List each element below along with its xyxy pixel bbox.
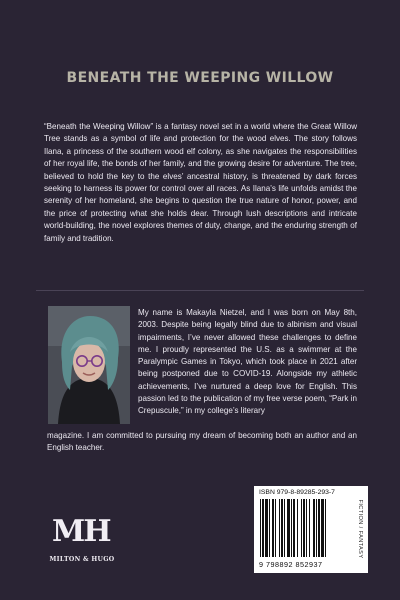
publisher-logo [46,514,118,578]
author-bio-tail: magazine. I am committed to pursuing my dream of becoming both an author and an English teacher. [47,431,357,453]
book-title: BENEATH THE WEEPING WILLOW [66,70,334,86]
barcode-panel [254,486,368,573]
isbn-label: ISBN 979-8-89285-293-7 [259,489,335,496]
category-label: FICTION / FANTASY [356,499,363,559]
author-bio-side: My name is Makayla Nietzel, and I was born on May 8th, 2003. Despite being legally blind due to albinism and visual impairments, I’ve never allowed these challenges to define me. I proudly represented the U.S. as a swimmer at the Paralympic Games in Tokyo, which took place in 2021 after being postponed due to COVID-19. Alongside my athletic achievements, I’ve nurtured a deep love for English. This passion led to the publication of my free verse poem, “Park in Crepuscule,” in my college’s literary [138,308,357,416]
barcode-number: 9 798892 852937 [259,560,323,569]
section-divider [36,290,364,291]
book-blurb: “Beneath the Weeping Willow” is a fantasy novel set in a world where the Great Willow Tree stands as a symbol of life and protection for the wood elves. The story follows Ilana, a princess of the southern wood elf colony, as she navigates the responsibilities of her royal life, the bonds of her family, and the growing desire for adventure. The tree, believed to hold the key to the elves’ ancestral history, is threatened by dark forces seeking to harness its power for control over all races. As Ilana’s life unfolds amidst the serenity of her homeland, she begins to question the true nature of honor, power, and the price of protecting what she holds dear. Through lush descriptions and intricate world-building, the novel explores themes of duty, change, and the enduring strength of family and tradition. [44,122,357,243]
isbn-barcode-icon [260,499,352,557]
milton-hugo-logo-icon: MH [52,514,110,549]
author-photo [48,306,130,424]
author-bio [47,307,357,453]
category-tag [354,492,365,566]
author-portrait-icon [48,306,130,424]
publisher-name: MILTON & HUGO [49,556,115,563]
